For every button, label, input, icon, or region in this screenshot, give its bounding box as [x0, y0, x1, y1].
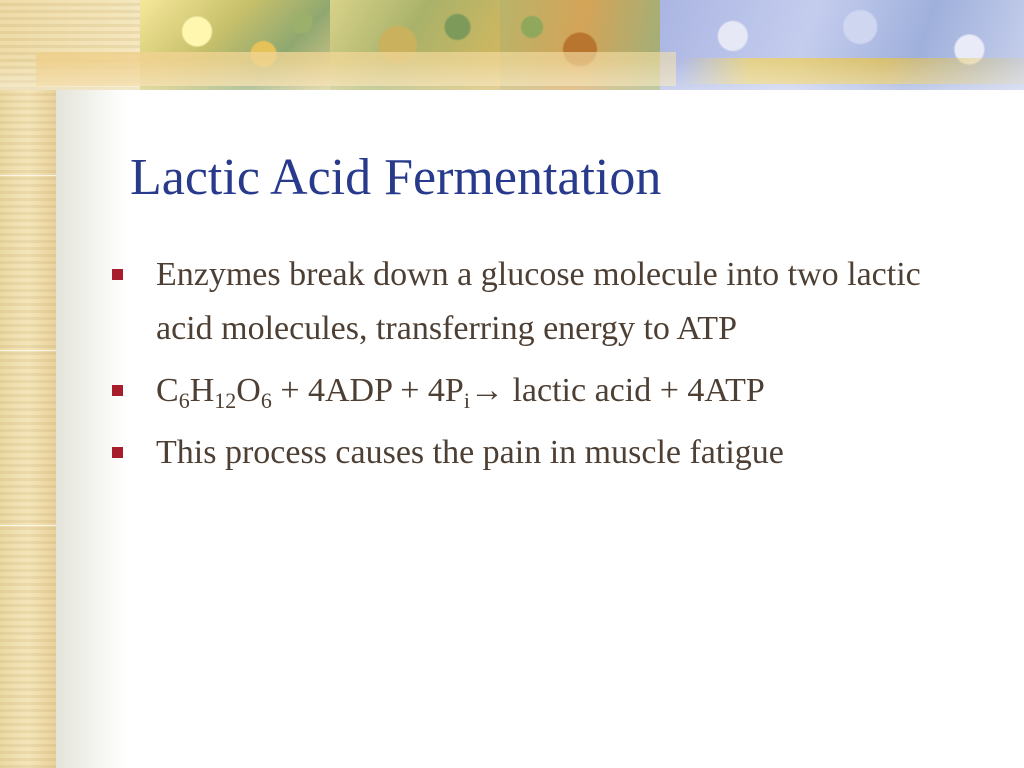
hydrogen-subscript: 12	[214, 388, 237, 413]
carbon-symbol: C	[156, 372, 179, 409]
decorative-leaf-banner	[0, 0, 1024, 90]
bullet-item-equation	[104, 364, 1004, 418]
oxygen-subscript: 6	[260, 388, 272, 413]
phosphate-subscript: i	[463, 388, 470, 413]
hydrogen-symbol: H	[189, 372, 215, 409]
products-text: lactic acid + 4ATP	[503, 372, 765, 409]
arrow-icon: →	[469, 372, 504, 409]
bullet-text: This process causes the pain in muscle fatigue	[156, 434, 784, 471]
square-bullet-icon	[112, 447, 123, 458]
carbon-subscript: 6	[178, 388, 190, 413]
banner-fade	[0, 60, 1024, 90]
slide-title: Lactic Acid Fermentation	[130, 149, 662, 206]
reactants-text: + 4ADP + 4P	[271, 372, 464, 409]
oxygen-symbol: O	[236, 372, 261, 409]
chemical-equation	[156, 364, 946, 418]
bullet-item	[104, 248, 1004, 356]
square-bullet-icon	[112, 385, 123, 396]
bullet-text: Enzymes break down a glucose molecule into two lactic acid molecules, transferring energy to ATP	[156, 256, 921, 347]
parchment-side-strip	[0, 0, 56, 768]
bullet-list	[104, 248, 1004, 488]
bullet-item	[104, 426, 1004, 480]
square-bullet-icon	[112, 269, 123, 280]
